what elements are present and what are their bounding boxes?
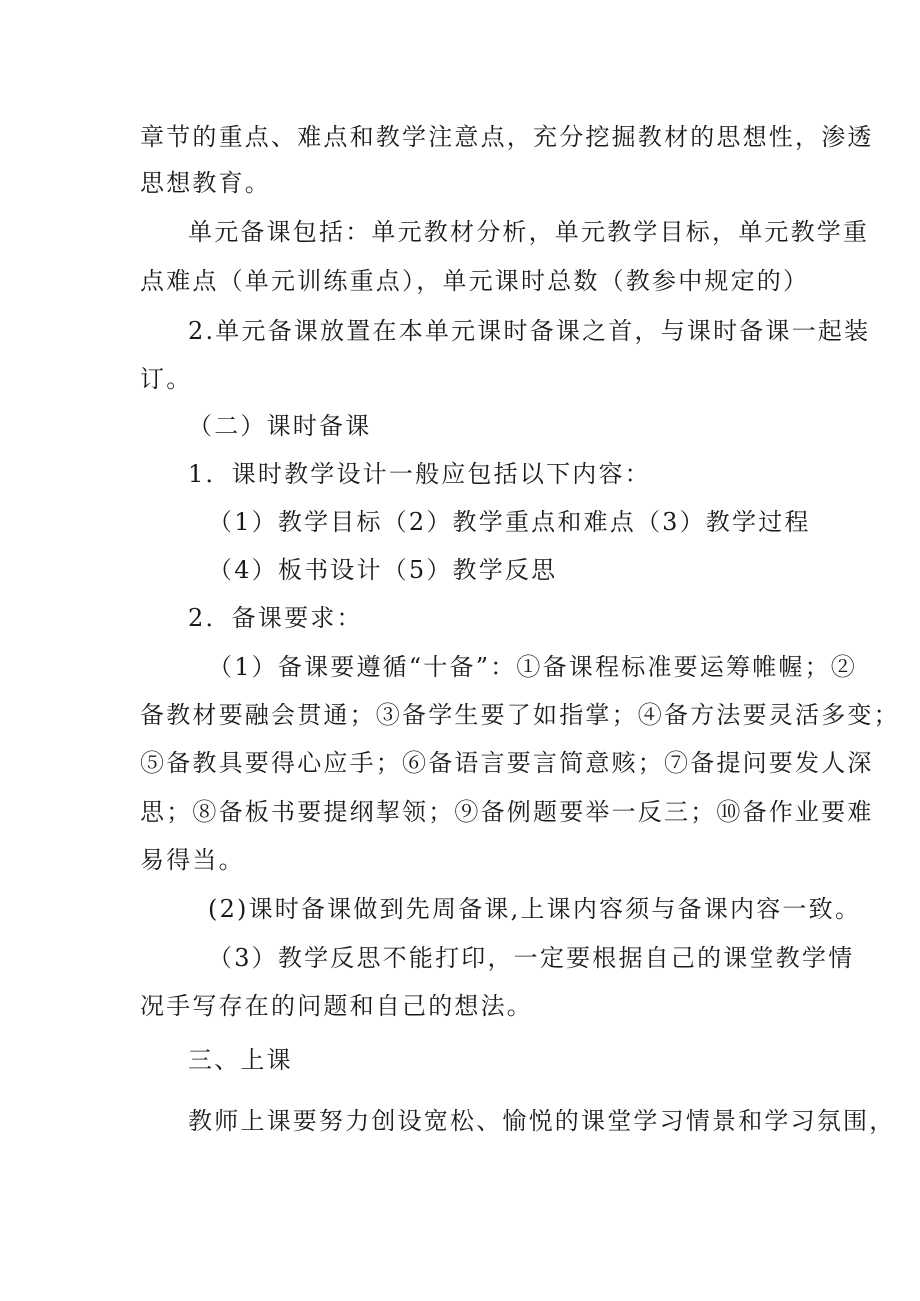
text-line-15: 思；⑧备板书要提纲挈领；⑨备例题要举一反三；⑩备作业要难: [140, 798, 874, 826]
text-line-4: 点难点（单元训练重点），单元课时总数（教参中规定的）: [140, 267, 810, 295]
text-line-1: 章节的重点、难点和教学注意点，充分挖掘教材的思想性，渗透: [140, 123, 874, 151]
text-line-5: 2.单元备课放置在本单元课时备课之首，与课时备课一起装: [188, 317, 871, 345]
section-heading-course-prep: （二）课时备课: [188, 412, 372, 440]
text-line-9: （1）教学目标（2）教学重点和难点（3）教学过程: [208, 508, 811, 536]
text-line-2: 思想教育。: [140, 169, 271, 197]
text-line-12: （1）备课要遵循“十备”：①备课程标准要运筹帷幄；②: [208, 653, 858, 681]
text-line-13: 备教材要融会贯通；③备学生要了如指掌；④备方法要灵活多变；: [140, 701, 900, 729]
text-line-14: ⑤备教具要得心应手；⑥备语言要言简意赅；⑦备提问要发人深: [140, 749, 874, 777]
text-line-16: 易得当。: [140, 846, 245, 874]
text-line-11: 2．备课要求：: [188, 604, 363, 632]
text-line-8: 1．课时教学设计一般应包括以下内容：: [188, 460, 651, 488]
text-line-6: 订。: [140, 365, 193, 393]
text-line-21: 教师上课要努力创设宽松、愉悦的课堂学习情景和学习氛围，: [188, 1107, 896, 1135]
text-line-18: （3）教学反思不能打印，一定要根据自己的课堂教学情: [208, 944, 855, 972]
text-line-17: (2)课时备课做到先周备课,上课内容须与备课内容一致。: [208, 895, 862, 923]
text-line-3: 单元备课包括：单元教材分析，单元教学目标，单元教学重: [188, 218, 870, 246]
text-line-19: 况手写存在的问题和自己的想法。: [140, 992, 533, 1020]
section-heading-class: 三、上课: [188, 1046, 293, 1074]
text-line-10: （4）板书设计（5）教学反思: [208, 556, 558, 584]
